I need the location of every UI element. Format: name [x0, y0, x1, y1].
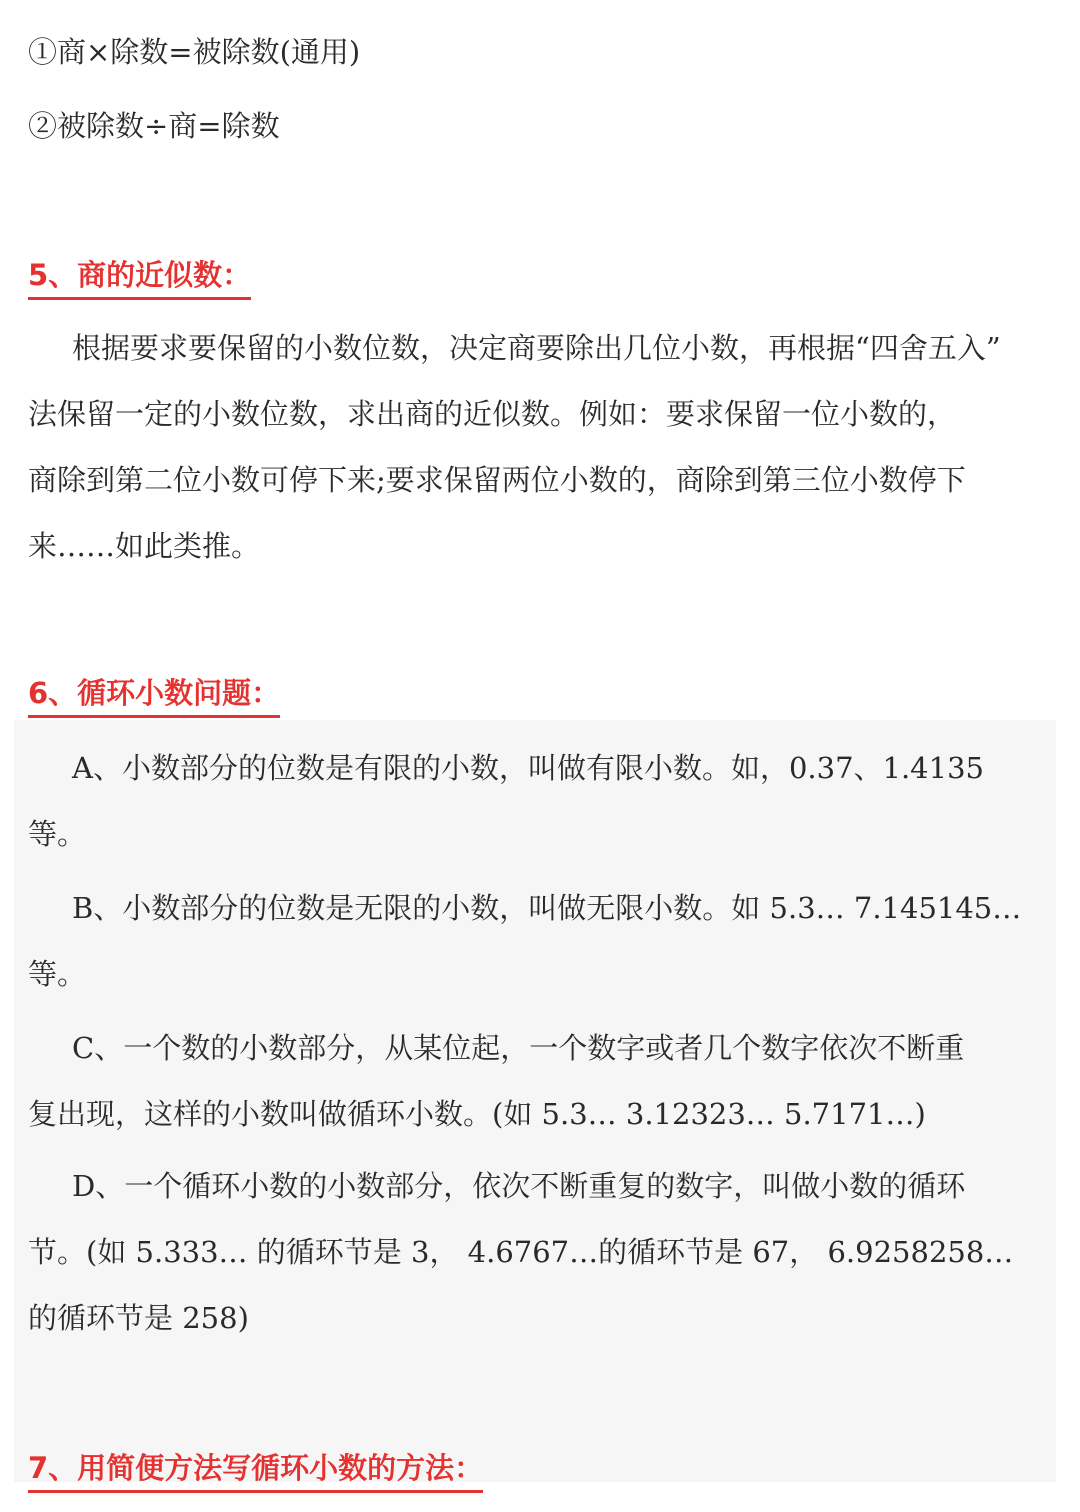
item-d-line-3: 的循环节是 258) — [28, 1301, 249, 1335]
section5-heading-text: 5、商的近似数： — [28, 258, 252, 292]
section5-line-2: 法保留一定的小数位数，求出商的近似数。例如：要求保留一位小数的， — [28, 397, 957, 431]
section7-underline — [28, 1490, 483, 1493]
section7-heading-text: 7、用简便方法写循环小数的方法： — [28, 1451, 484, 1485]
item-a-line-1: A、小数部分的位数是有限的小数，叫做有限小数。如，0.37、1.4135 — [72, 751, 984, 785]
item-c-line-1: C、一个数的小数部分，从某位起，一个数字或者几个数字依次不断重 — [72, 1031, 965, 1065]
item-b-line-2: 等。 — [28, 957, 87, 991]
item-d-line-2: 节。(如 5.333… 的循环节是 3， 4.6767…的循环节是 67， 6.9258258… — [28, 1235, 1014, 1269]
section5-line-3: 商除到第二位小数可停下来;要求保留两位小数的，商除到第三位小数停下 — [28, 463, 966, 497]
formula-1: ①商×除数=被除数(通用) — [28, 35, 361, 69]
section5-line-1: 根据要求要保留的小数位数，决定商要除出几位小数，再根据“四舍五入” — [72, 331, 1001, 365]
item-a-line-2: 等。 — [28, 817, 87, 851]
section7-heading — [28, 1448, 483, 1493]
section5-heading — [28, 255, 251, 300]
section6-heading-text: 6、循环小数问题： — [28, 676, 281, 710]
item-d-line-1: D、一个循环小数的小数部分，依次不断重复的数字，叫做小数的循环 — [72, 1169, 966, 1203]
section6-heading — [28, 673, 280, 718]
section6-underline — [28, 715, 280, 718]
item-b-line-1: B、小数部分的位数是无限的小数，叫做无限小数。如 5.3… 7.145145… — [72, 891, 1022, 925]
formula-2: ②被除数÷商=除数 — [28, 109, 280, 143]
section5-line-4: 来……如此类推。 — [28, 529, 261, 563]
item-c-line-2: 复出现，这样的小数叫做循环小数。(如 5.3… 3.12323… 5.7171…) — [28, 1097, 926, 1131]
section5-underline — [28, 297, 251, 300]
